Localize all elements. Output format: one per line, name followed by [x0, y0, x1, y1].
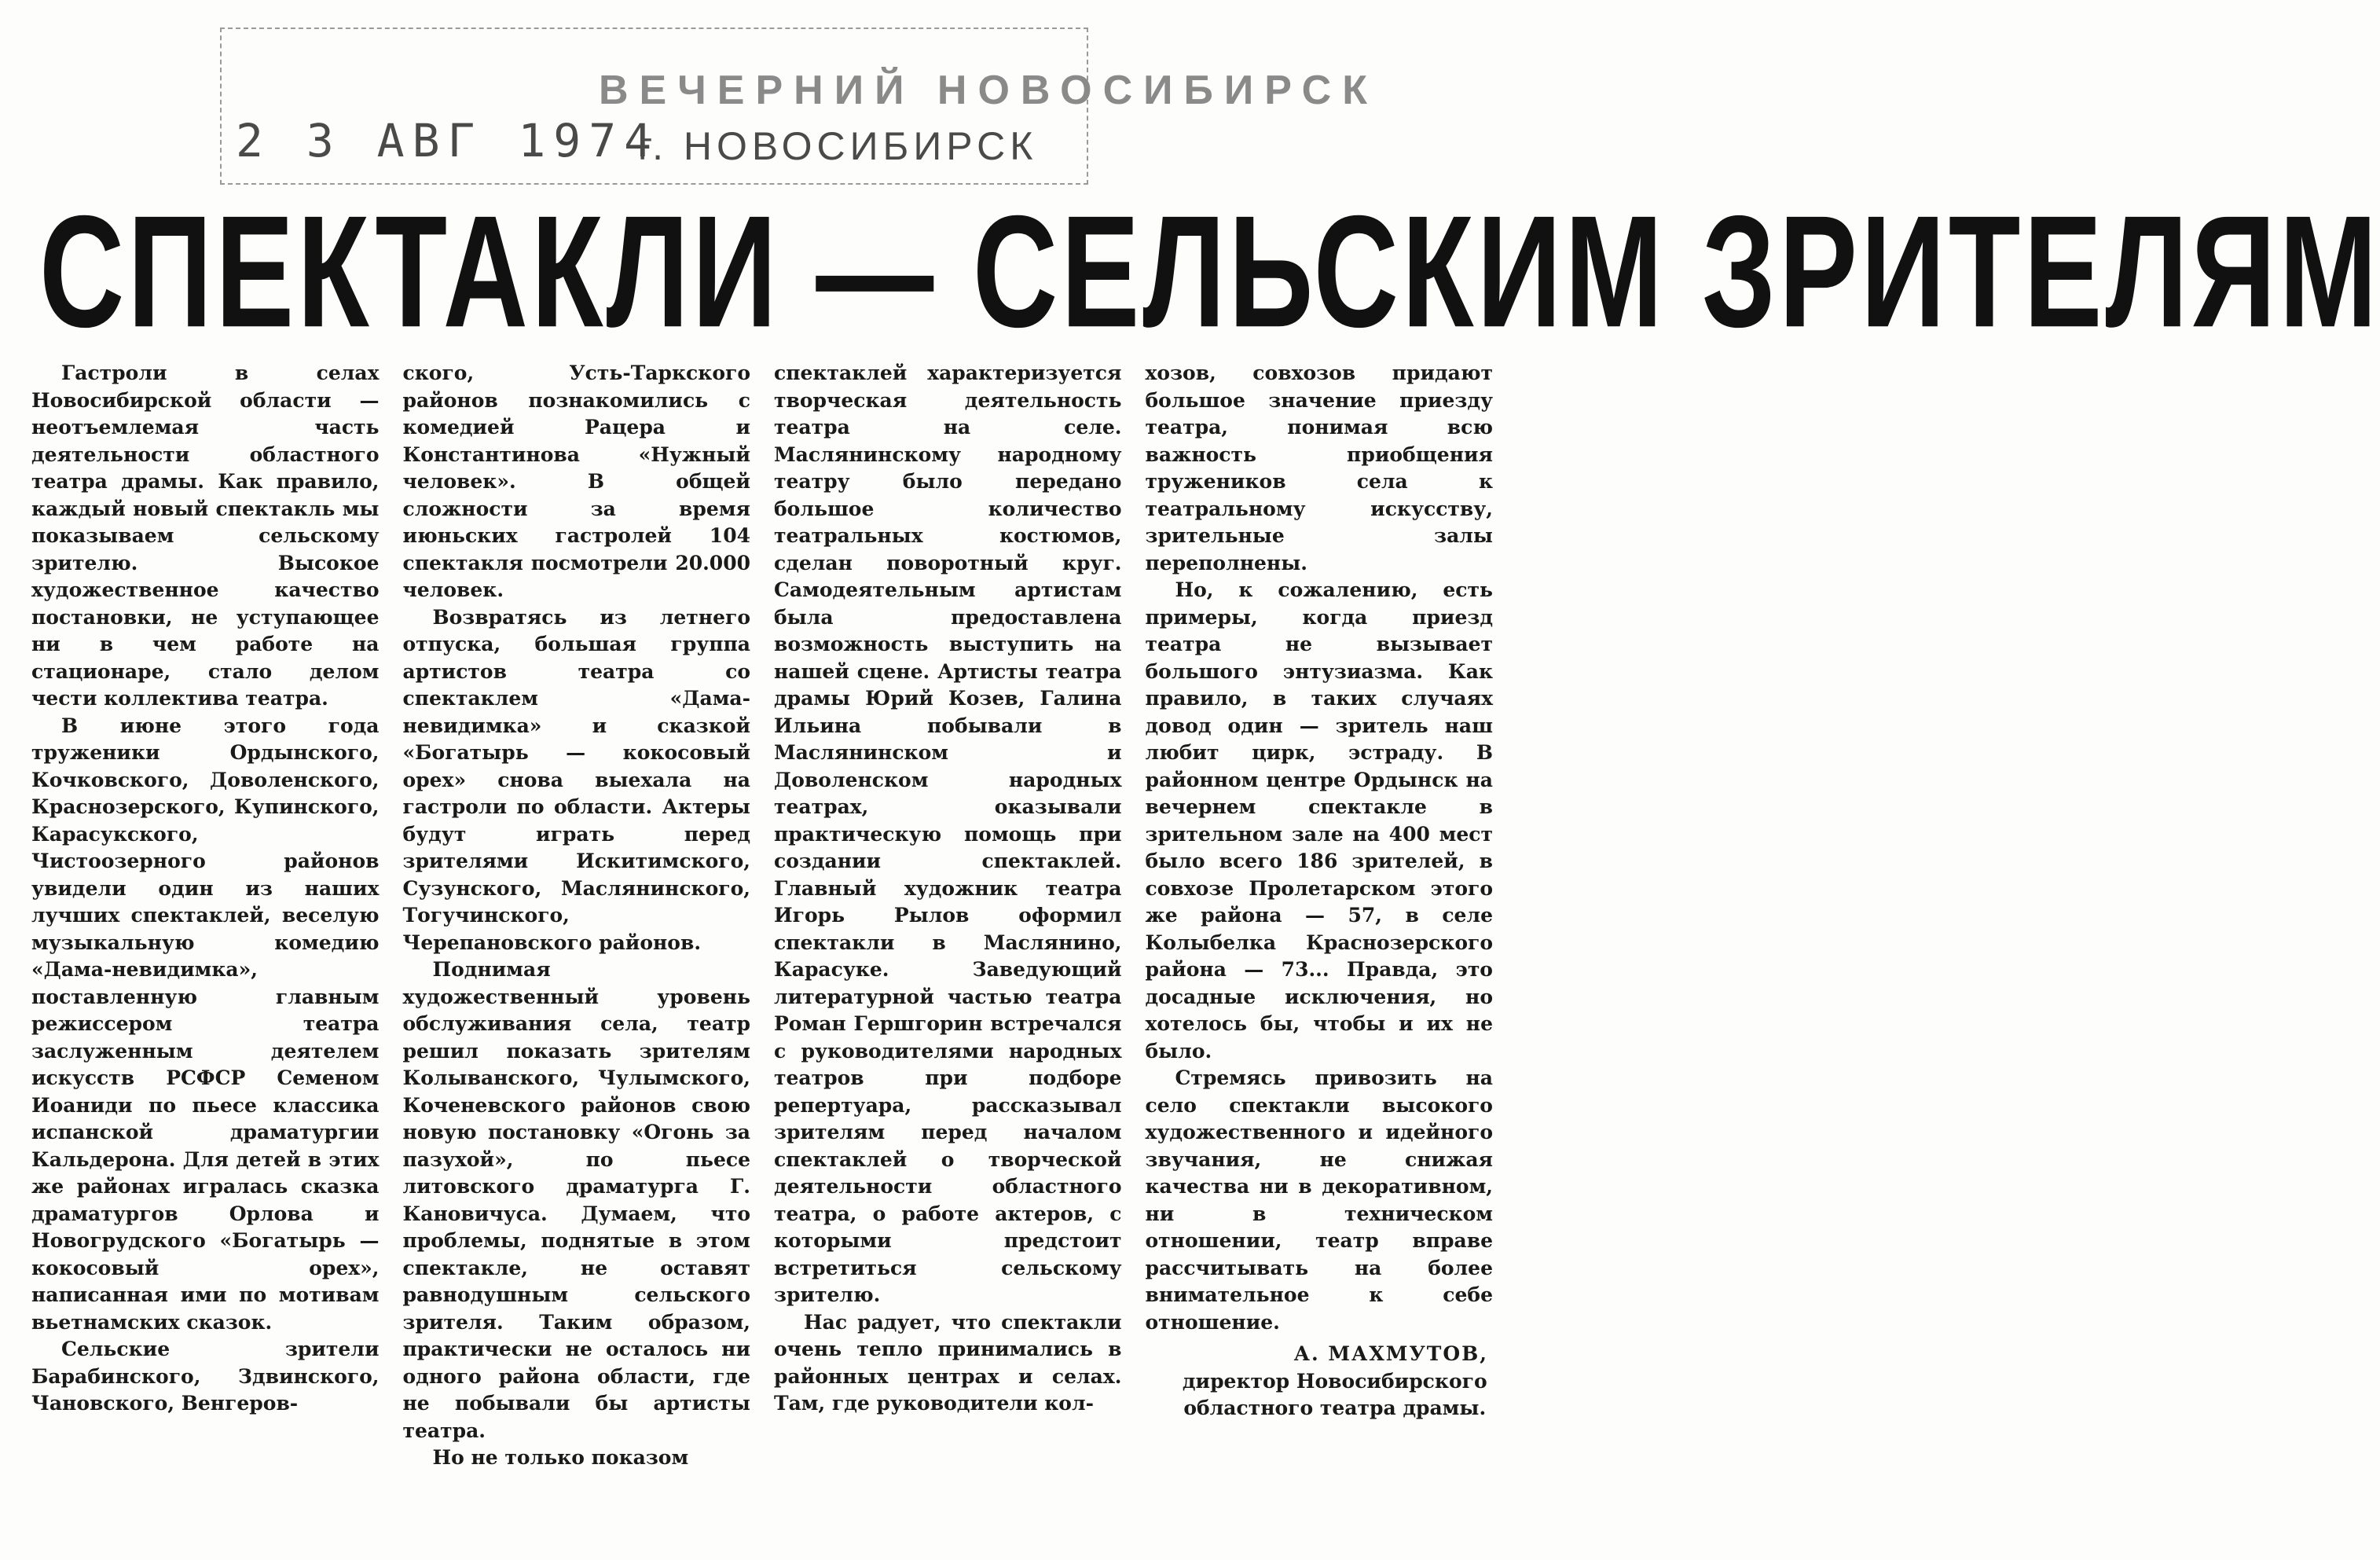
paragraph: Сельские зрители Барабинского, Здвинского, Чановского, Венгеров-	[31, 1338, 380, 1415]
paragraph: Поднимая художественный уровень обслуживания села, театр решил показать зрителям Колыванского, Чулымского, Коченевского районов свою новую постановку «Огонь за пазухой», по пьесе литовского драматурга Г. Кановичуса. Думаем, что проблемы, поднятые в этом спектакле, не оставят равнодушным сельского зрителя. Таким образом, практически не осталось ни одного района области, где не побывали бы артисты театра.	[402, 958, 750, 1442]
stamp-date: 2 3 АВГ 1974	[236, 114, 660, 167]
article-column-2	[403, 360, 751, 1539]
paragraph: В июне этого года труженики Ордынского, Кочковского, Доволенского, Краснозерского, Купинского, Карасукского, Чистоозерного районов увидели один из наших лучших спектаклей, веселую музыкальную комедию «Дама-невидимка», поставленную главным режиссером театра заслуженным деятелем искусств РСФСР Семеном Иоаниди по пьесе классика испанской драматургии Кальдерона. Для детей в этих же районах игралась сказка драматургов Орлова и Новогрудского «Богатырь — кокосовый орех», написанная ими по мотивам вьетнамских сказок.	[31, 714, 380, 1334]
author-title: директор Новосибирского областного театра драмы.	[1182, 1369, 1487, 1419]
article-body	[31, 360, 1493, 1539]
stamp-city: г. НОВОСИБИРСК	[638, 124, 1038, 168]
paragraph: Нас радует, что спектакли очень тепло принимались в районных центрах и селах. Там, где руководители кол-	[774, 1310, 1122, 1415]
paragraph: Но, к сожалению, есть примеры, когда приезд театра не вызывает большого энтузиазма. Как правило, в таких случаях довод один — зритель наш любит цирк, эстраду. В районном центре Ордынск на вечернем спектакле в зрительном зале на 400 мест было всего 186 зрителей, в совхозе Пролетарском этого же района — 57, в селе Колыбелка Краснозерского района — 73... Правда, это досадные исключения, но хотелось бы, чтобы и их не было.	[1145, 578, 1493, 1063]
paragraph: Стремясь привозить на село спектакли высокого художественного и идейного звучания, не снижая качества ни в декоративном, ни в техническом отношении, театр вправе рассчитывать на более внимательное к себе отношение.	[1145, 1066, 1493, 1334]
paragraph: хозов, совхозов придают большое значение приезду театра, понимая всю важность приобщения тружеников села к театральному искусству, зрительные залы переполнены.	[1145, 362, 1493, 574]
article-column-4	[1146, 360, 1494, 1539]
paragraph: Возвратясь из летнего отпуска, большая группа артистов театра со спектаклем «Дама-невидимка» и сказкой «Богатырь — кокосовый орех» снова выехала на гастроли по области. Актеры будут играть перед зрителями Искитимского, Сузунского, Маслянинского, Тогучинского, Черепановского районов.	[402, 605, 750, 954]
paragraph: спектаклей характеризуется творческая деятельность театра на селе. Маслянинскому народному театру было передано большое количество театральных костюмов, сделан поворотный круг. Самодеятельным артистам была предоставлена возможность выступить на нашей сцене. Артисты театра драмы Юрий Козев, Галина Ильина побывали в Маслянинском и Доволенском народных театрах, оказывали практическую помощь при создании спектаклей. Главный художник театра Игорь Рылов оформил спектакли в Маслянино, Карасуке. Заведующий литературной частью театра Роман Гершгорин встречался с руководителями народных театров при подборе репертуара, рассказывал зрителям перед началом спектаклей о творческой деятельности областного театра, о работе актеров, с которыми предстоит встретиться сельскому зрителю.	[774, 362, 1122, 1306]
stamp-newspaper-name: ВЕЧЕРНИЙ НОВОСИБИРСК	[599, 68, 1378, 113]
paragraph: Гастроли в селах Новосибирской области — неотъемлемая часть деятельности областного театра драмы. Как правило, каждый новый спектакль мы показываем сельскому зрителю. Высокое художественное качество постановки, не уступающее ни в чем работе на стационаре, стало делом чести коллектива театра.	[31, 362, 380, 710]
article-column-3	[774, 360, 1122, 1539]
paragraph: Но не только показом	[432, 1446, 689, 1469]
article-column-1	[31, 360, 380, 1539]
author-signature	[1146, 1341, 1494, 1422]
article-headline: СПЕКТАКЛИ — СЕЛЬСКИМ ЗРИТЕЛЯМ	[39, 182, 2380, 361]
paragraph: ского, Усть-Таркского районов познакомились с комедией Рацера и Константинова «Нужный человек». В общей сложности за время июньских гастролей 104 спектакля посмотрели 20.000 человек.	[402, 362, 750, 601]
archive-stamp	[220, 28, 1378, 185]
author-name: А. МАХМУТОВ,	[1293, 1342, 1488, 1365]
